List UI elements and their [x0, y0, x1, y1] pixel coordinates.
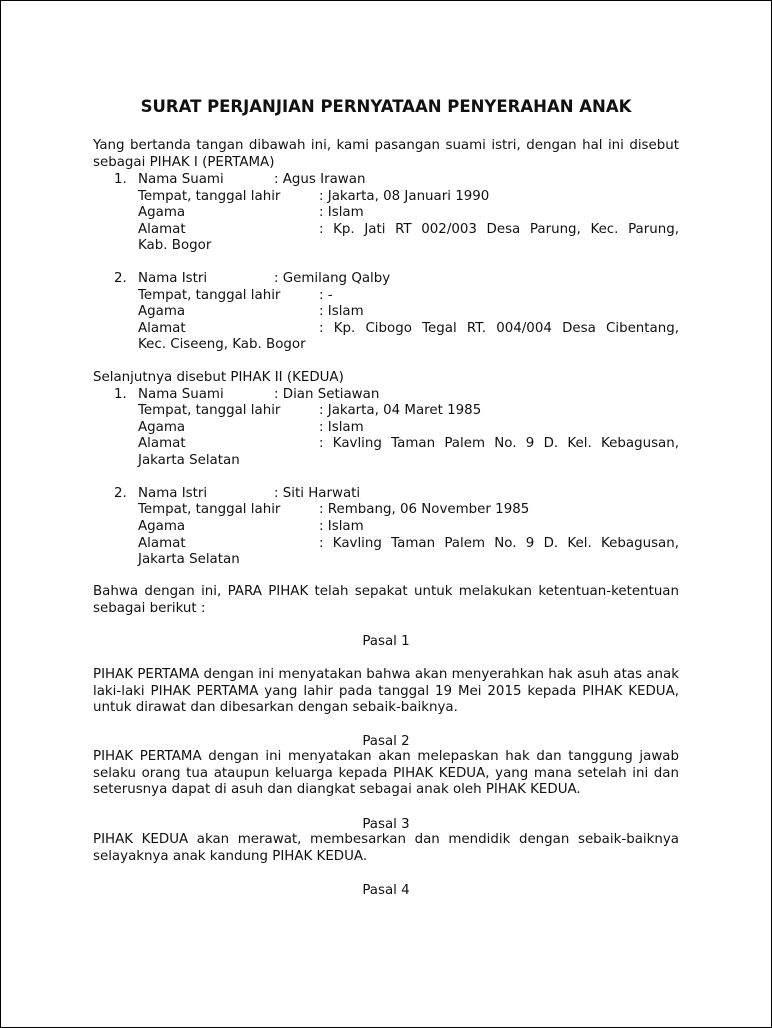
alamat-label: Alamat — [138, 222, 186, 237]
alamat-continuation: Kec. Ciseeng, Kab. Bogor — [138, 337, 306, 352]
agama-label: Agama — [138, 205, 186, 220]
list-number: 1. — [114, 172, 127, 187]
pasal-text: PIHAK PERTAMA dengan ini menyatakan akan melepaskan hak dan tanggung jawab selaku orang tua ataupun keluarga kepada PIHAK KEDUA, yang mana setelah ini dan seterusnya dapat di asuh dan diangkat sebagai anak oleh PIHAK KEDUA. — [93, 749, 679, 798]
pihak2-intro: Selanjutnya disebut PIHAK II (KEDUA) — [93, 370, 344, 385]
agama-value: : Islam — [319, 304, 364, 319]
alamat-label: Alamat — [138, 536, 186, 551]
agama-value: : Islam — [319, 420, 364, 435]
pasal-text: PIHAK KEDUA akan merawat, membesarkan dan mendidik dengan sebaik-baiknya selayaknya anak kandung PIHAK KEDUA. — [93, 832, 679, 864]
person-name: : Siti Harwati — [274, 486, 361, 501]
tempat-value: : Rembang, 06 November 1985 — [319, 502, 530, 517]
tempat-value: : Jakarta, 08 Januari 1990 — [319, 189, 490, 204]
role-label: Nama Suami — [138, 172, 224, 187]
person-name: : Dian Setiawan — [274, 387, 380, 402]
person-name: : Gemilang Qalby — [274, 271, 391, 286]
list-number: 1. — [114, 387, 127, 402]
tempat-label: Tempat, tanggal lahir — [138, 288, 281, 303]
pasal-text: PIHAK PERTAMA dengan ini menyatakan bahwa akan menyerahkan hak asuh atas anak laki-laki PIHAK PERTAMA yang lahir pada tanggal 19 Mei 2015 kepada PIHAK KEDUA, untuk dirawat dan dibesarkan dengan sebaik-baiknya. — [93, 667, 679, 716]
intro-paragraph: Yang bertanda tangan dibawah ini, kami pasangan suami istri, dengan hal ini disebut sebagai PIHAK I (PERTAMA) — [93, 138, 679, 170]
agama-value: : Islam — [319, 205, 364, 220]
alamat-value: : Kavling Taman Palem No. 9 D. Kel. Kebagusan, — [319, 436, 679, 451]
alamat-continuation: Kab. Bogor — [138, 238, 212, 253]
tempat-label: Tempat, tanggal lahir — [138, 189, 281, 204]
agama-label: Agama — [138, 420, 186, 435]
tempat-label: Tempat, tanggal lahir — [138, 403, 281, 418]
alamat-value: : Kp. Jati RT 002/003 Desa Parung, Kec. Parung, — [319, 222, 679, 237]
agama-label: Agama — [138, 304, 186, 319]
pasal-heading: Pasal 2 — [362, 734, 410, 749]
alamat-continuation: Jakarta Selatan — [138, 552, 240, 567]
alamat-continuation: Jakarta Selatan — [138, 453, 240, 468]
role-label: Nama Istri — [138, 486, 208, 501]
pasal-heading: Pasal 3 — [362, 817, 410, 832]
tempat-value: : - — [319, 288, 333, 303]
list-number: 2. — [114, 271, 127, 286]
alamat-value: : Kavling Taman Palem No. 9 D. Kel. Kebagusan, — [319, 536, 679, 551]
alamat-label: Alamat — [138, 436, 186, 451]
alamat-label: Alamat — [138, 321, 186, 336]
agreement-paragraph: Bahwa dengan ini, PARA PIHAK telah sepakat untuk melakukan ketentuan-ketentuan sebagai berikut : — [93, 584, 679, 616]
agama-label: Agama — [138, 519, 186, 534]
agama-value: : Islam — [319, 519, 364, 534]
person-name: : Agus Irawan — [274, 172, 366, 187]
pasal-heading: Pasal 4 — [362, 883, 410, 898]
tempat-value: : Jakarta, 04 Maret 1985 — [319, 403, 482, 418]
pasal-heading: Pasal 1 — [362, 634, 410, 649]
tempat-label: Tempat, tanggal lahir — [138, 502, 281, 517]
list-number: 2. — [114, 486, 127, 501]
document-title: SURAT PERJANJIAN PERNYATAAN PENYERAHAN ANAK — [140, 97, 632, 116]
alamat-value: : Kp. Cibogo Tegal RT. 004/004 Desa Cibentang, — [319, 321, 679, 336]
role-label: Nama Istri — [138, 271, 208, 286]
role-label: Nama Suami — [138, 387, 224, 402]
